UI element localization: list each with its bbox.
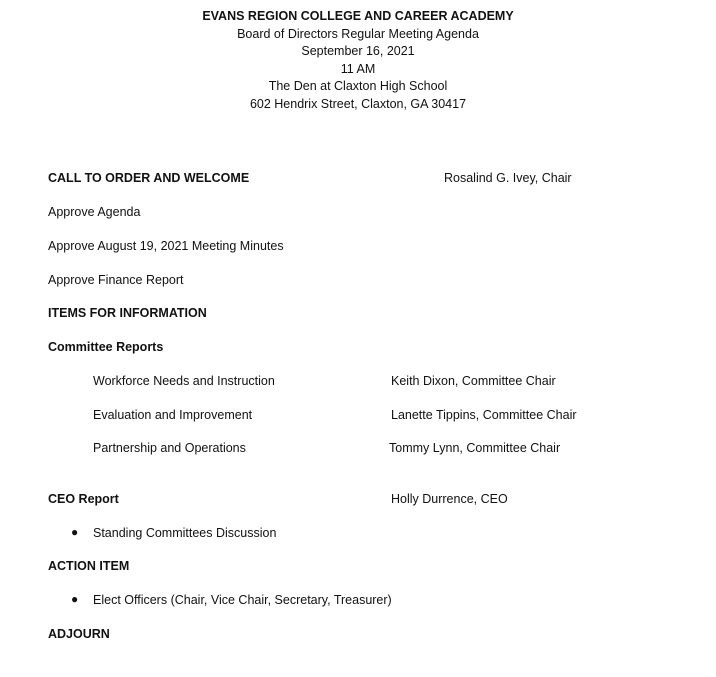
committee-name: Partnership and Operations — [93, 441, 246, 455]
call-to-order-heading: CALL TO ORDER AND WELCOME — [48, 171, 250, 185]
approve-finance-item: Approve Finance Report — [48, 273, 184, 287]
ceo-report-presenter: Holly Durrence, CEO — [391, 492, 508, 506]
action-item-heading: ACTION ITEM — [48, 559, 130, 573]
committee-name: Workforce Needs and Instruction — [93, 374, 275, 388]
committee-chair: Tommy Lynn, Committee Chair — [389, 441, 561, 455]
organization-name: EVANS REGION COLLEGE AND CAREER ACADEMY — [202, 9, 514, 23]
adjourn-heading: ADJOURN — [48, 627, 110, 641]
ceo-report-bullet-item: Standing Committees Discussion — [93, 526, 277, 540]
bullet-icon: ● — [71, 525, 79, 539]
meeting-address: 602 Hendrix Street, Claxton, GA 30417 — [249, 96, 467, 111]
committee-reports-heading: Committee Reports — [48, 340, 164, 354]
action-item-bullet: Elect Officers (Chair, Vice Chair, Secretary, Treasurer) — [93, 593, 392, 607]
committee-chair: Lanette Tippins, Committee Chair — [391, 408, 577, 422]
ceo-report-heading: CEO Report — [48, 492, 119, 506]
call-to-order-presenter: Rosalind G. Ivey, Chair — [444, 171, 572, 185]
committee-name: Evaluation and Improvement — [93, 408, 253, 422]
agenda-header — [0, 8, 716, 113]
approve-minutes-item: Approve August 19, 2021 Meeting Minutes — [48, 239, 284, 253]
approve-agenda-item: Approve Agenda — [48, 205, 141, 219]
items-for-information-heading: ITEMS FOR INFORMATION — [48, 306, 207, 320]
meeting-title: Board of Directors Regular Meeting Agenda — [237, 26, 479, 41]
meeting-date: September 16, 2021 — [301, 44, 415, 58]
bullet-icon: ● — [71, 592, 79, 606]
meeting-time: 11 AM — [340, 61, 376, 76]
committee-chair: Keith Dixon, Committee Chair — [391, 374, 556, 388]
meeting-venue: The Den at Claxton High School — [268, 79, 448, 93]
